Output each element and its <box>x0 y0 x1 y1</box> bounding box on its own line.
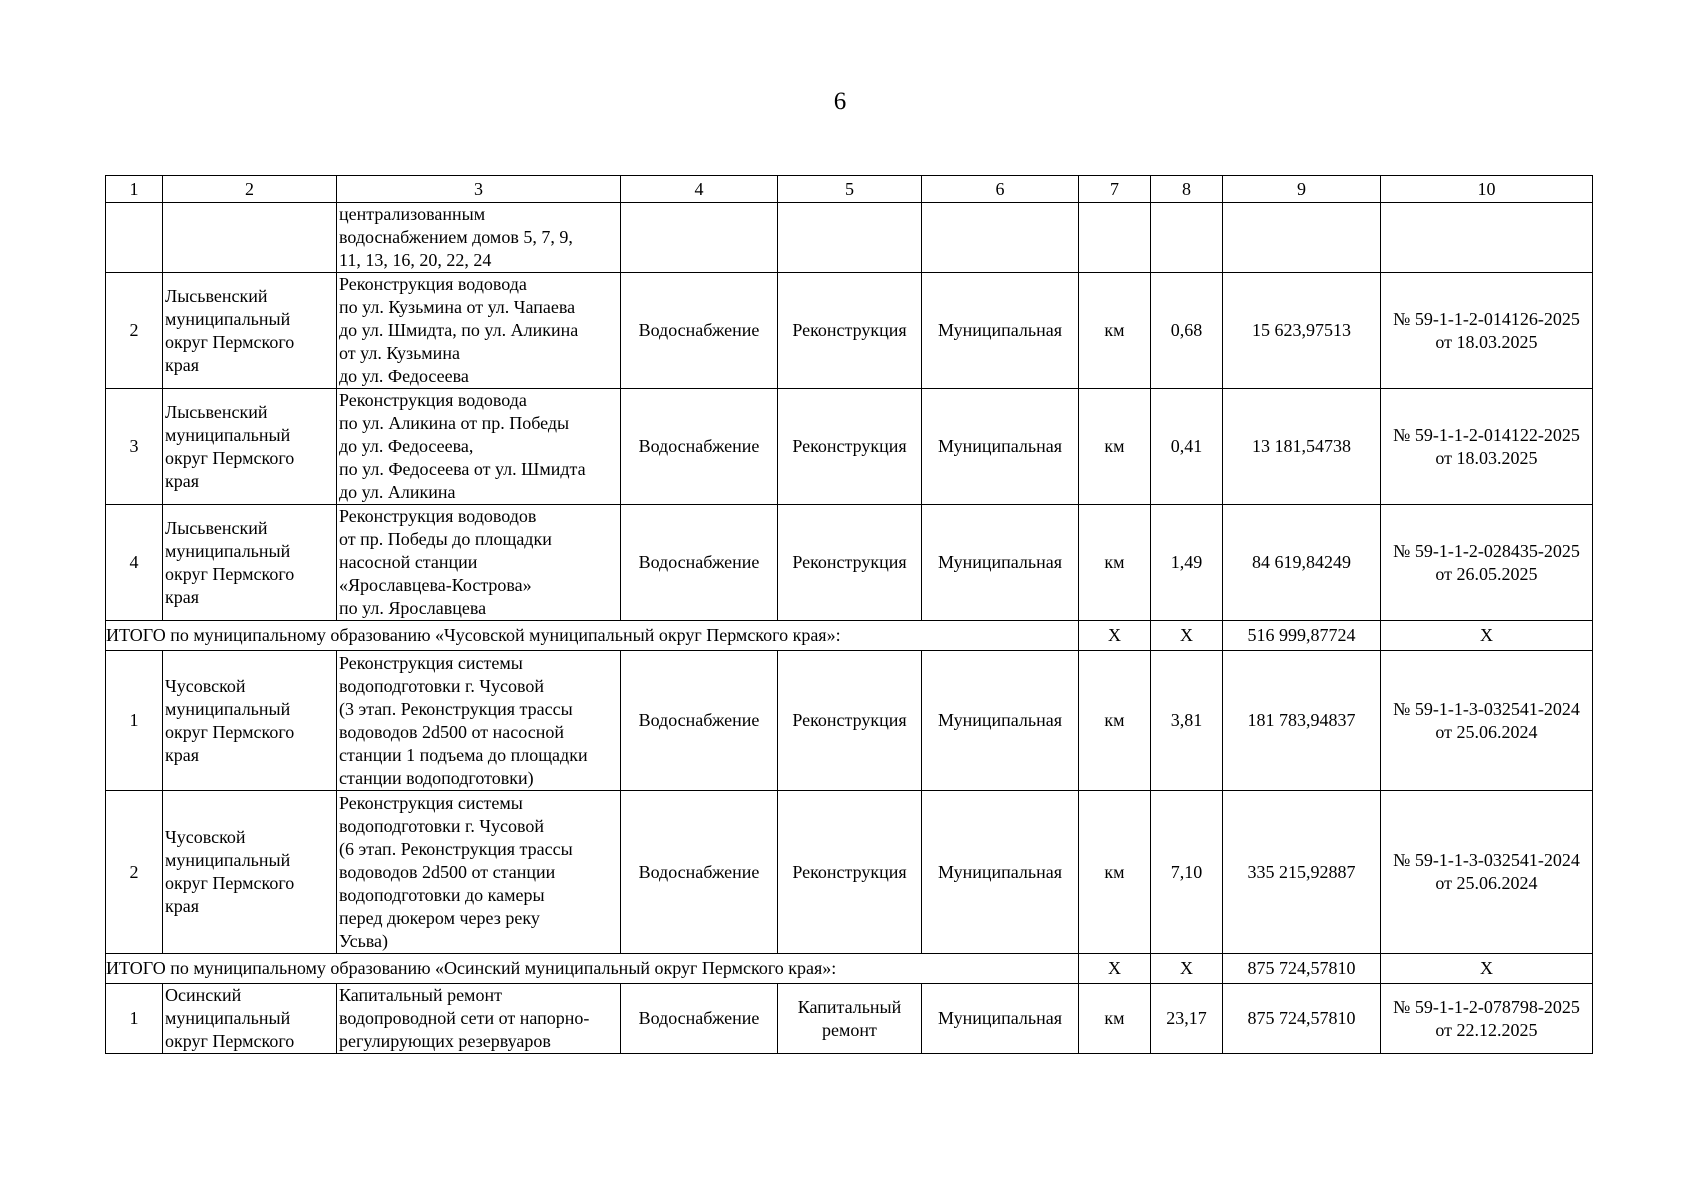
cell-district <box>163 791 337 954</box>
column-header: 4 <box>621 176 778 203</box>
table-row <box>106 791 1593 954</box>
cell-expertise <box>1381 203 1593 273</box>
column-header: 8 <box>1151 176 1223 203</box>
cell-kind: Водоснабжение <box>621 389 778 505</box>
projects-table <box>105 175 1593 1054</box>
cell-num: 2 <box>106 273 163 389</box>
object-line: регулирующих резервуаров <box>339 1031 551 1051</box>
expertise-line: № 59-1-1-2-014126-2025 <box>1393 308 1580 329</box>
table-row <box>106 651 1593 791</box>
cell-num: 1 <box>106 984 163 1054</box>
object-line: перед дюкером через реку <box>339 907 540 928</box>
table-row <box>106 505 1593 621</box>
cell-work <box>778 984 922 1054</box>
expertise-line: от 25.06.2024 <box>1435 721 1538 742</box>
object-line: Усьва) <box>339 930 389 951</box>
district-line: Лысьвенский <box>165 285 268 306</box>
cell-work: Реконструкция <box>778 273 922 389</box>
total-row <box>106 621 1593 651</box>
cell-unit: км <box>1079 273 1151 389</box>
object-line: от пр. Победы до площадки <box>339 529 552 549</box>
cell-object <box>337 651 621 791</box>
page-number: 6 <box>833 88 847 115</box>
cell-expertise <box>1381 389 1593 505</box>
object-line: (6 этап. Реконструкция трассы <box>339 838 573 859</box>
object-line: водоводов 2d500 от насосной <box>339 721 564 742</box>
expertise-line: № 59-1-1-3-032541-2024 <box>1393 850 1580 870</box>
work-line: ремонт <box>822 1019 877 1040</box>
total-cost: 516 999,87724 <box>1223 621 1381 651</box>
cell-length: 1,49 <box>1151 505 1223 621</box>
district-line: края <box>165 354 200 375</box>
expertise-line: от 26.05.2025 <box>1435 563 1538 584</box>
district-line: муниципальный <box>165 1008 291 1028</box>
cell-ownership: Муниципальная <box>922 791 1079 954</box>
cell-object <box>337 791 621 954</box>
cell-cost: 875 724,57810 <box>1223 984 1381 1054</box>
object-line: 11, 13, 16, 20, 22, 24 <box>339 250 492 270</box>
object-line: Реконструкция системы <box>339 652 523 673</box>
object-line: Капитальный ремонт <box>339 985 502 1005</box>
cell-district <box>163 505 337 621</box>
object-line: по ул. Ярославцева <box>339 598 487 618</box>
cell-num: 4 <box>106 505 163 621</box>
expertise-line: № 59-1-1-3-032541-2024 <box>1393 698 1580 719</box>
object-line: Реконструкция водовода <box>339 390 527 410</box>
cell-kind: Водоснабжение <box>621 984 778 1054</box>
cell-unit: км <box>1079 389 1151 505</box>
district-line: округ Пермского <box>165 721 295 742</box>
object-line: до ул. Федосеева, <box>339 436 474 456</box>
expertise-line: от 25.06.2024 <box>1435 873 1538 893</box>
cell-expertise <box>1381 651 1593 791</box>
cell-work <box>778 203 922 273</box>
object-line: водоподготовки до камеры <box>339 884 545 905</box>
district-line: края <box>165 744 200 765</box>
object-line: станции 1 подъема до площадки <box>339 744 588 765</box>
district-line: муниципальный <box>165 540 291 561</box>
cell-expertise <box>1381 791 1593 954</box>
district-line: муниципальный <box>165 424 291 445</box>
total-c10: X <box>1381 621 1593 651</box>
cell-unit: км <box>1079 791 1151 954</box>
column-header: 7 <box>1079 176 1151 203</box>
cell-ownership: Муниципальная <box>922 505 1079 621</box>
work-line: Капитальный <box>797 996 902 1017</box>
district-line: края <box>165 586 200 607</box>
cell-expertise <box>1381 273 1593 389</box>
table-row <box>106 389 1593 505</box>
cell-work: Реконструкция <box>778 791 922 954</box>
cell-object <box>337 984 621 1054</box>
cell-district <box>163 984 337 1054</box>
cell-length: 7,10 <box>1151 791 1223 954</box>
object-line: станции водоподготовки) <box>339 767 534 788</box>
total-row <box>106 954 1593 984</box>
cell-work: Реконструкция <box>778 389 922 505</box>
cell-cost: 181 783,94837 <box>1223 651 1381 791</box>
column-header: 2 <box>163 176 337 203</box>
expertise-line: от 22.12.2025 <box>1435 1019 1538 1040</box>
cell-unit: км <box>1079 984 1151 1054</box>
cell-length: 3,81 <box>1151 651 1223 791</box>
column-header: 3 <box>337 176 621 203</box>
cell-length: 23,17 <box>1151 984 1223 1054</box>
object-line: водоводов 2d500 от станции <box>339 861 556 882</box>
cell-unit <box>1079 203 1151 273</box>
object-line: до ул. Шмидта, по ул. Аликина <box>339 320 579 340</box>
cell-unit: км <box>1079 505 1151 621</box>
object-line: водоснабжением домов 5, 7, 9, <box>339 227 573 247</box>
column-header: 6 <box>922 176 1079 203</box>
expertise-line: № 59-1-1-2-014122-2025 <box>1393 424 1580 445</box>
expertise-line: от 18.03.2025 <box>1435 331 1538 352</box>
continuation-row <box>106 203 1593 273</box>
cell-num <box>106 203 163 273</box>
cell-expertise <box>1381 984 1593 1054</box>
expertise-line: от 18.03.2025 <box>1435 447 1538 468</box>
district-line: округ Пермского <box>165 331 295 352</box>
total-cost: 875 724,57810 <box>1223 954 1381 984</box>
cell-cost <box>1223 203 1381 273</box>
cell-district <box>163 389 337 505</box>
cell-kind: Водоснабжение <box>621 651 778 791</box>
cell-kind: Водоснабжение <box>621 505 778 621</box>
object-line: Реконструкция водовода <box>339 274 527 294</box>
cell-num: 1 <box>106 651 163 791</box>
district-line: округ Пермского <box>165 563 295 584</box>
expertise-line: № 59-1-1-2-078798-2025 <box>1393 996 1580 1017</box>
object-line: централизованным <box>339 204 486 224</box>
object-line: по ул. Федосеева от ул. Шмидта <box>339 459 586 479</box>
cell-unit: км <box>1079 651 1151 791</box>
object-line: водопроводной сети от напорно- <box>339 1008 590 1028</box>
object-line: насосной станции <box>339 552 478 572</box>
object-line: до ул. Аликина <box>339 482 456 502</box>
total-c10: X <box>1381 954 1593 984</box>
district-line: Чусовской <box>165 827 246 847</box>
cell-length: 0,41 <box>1151 389 1223 505</box>
table-row <box>106 273 1593 389</box>
cell-ownership: Муниципальная <box>922 389 1079 505</box>
cell-ownership: Муниципальная <box>922 984 1079 1054</box>
cell-district <box>163 651 337 791</box>
cell-num: 3 <box>106 389 163 505</box>
cell-work: Реконструкция <box>778 505 922 621</box>
total-c7: X <box>1079 621 1151 651</box>
cell-num: 2 <box>106 791 163 954</box>
district-line: края <box>165 470 200 491</box>
total-c8: X <box>1151 621 1223 651</box>
object-line: водоподготовки г. Чусовой <box>339 675 545 696</box>
total-c7: X <box>1079 954 1151 984</box>
cell-length <box>1151 203 1223 273</box>
column-header: 10 <box>1381 176 1593 203</box>
object-line: от ул. Кузьмина <box>339 343 460 363</box>
cell-expertise <box>1381 505 1593 621</box>
cell-cost: 84 619,84249 <box>1223 505 1381 621</box>
column-header: 1 <box>106 176 163 203</box>
district-line: Осинский <box>165 985 242 1005</box>
cell-object <box>337 273 621 389</box>
cell-ownership: Муниципальная <box>922 273 1079 389</box>
object-line: по ул. Кузьмина от ул. Чапаева <box>339 297 576 317</box>
cell-district <box>163 273 337 389</box>
district-line: округ Пермского <box>165 1031 295 1051</box>
column-number-row <box>106 176 1593 203</box>
object-line: Реконструкция водоводов <box>339 506 537 526</box>
cell-work: Реконструкция <box>778 651 922 791</box>
district-line: округ Пермского <box>165 447 295 468</box>
district-line: муниципальный <box>165 698 291 719</box>
district-line: муниципальный <box>165 308 291 329</box>
district-line: муниципальный <box>165 850 291 870</box>
cell-ownership <box>922 203 1079 273</box>
cell-object <box>337 203 621 273</box>
object-line: водоподготовки г. Чусовой <box>339 815 545 836</box>
cell-cost: 15 623,97513 <box>1223 273 1381 389</box>
cell-kind <box>621 203 778 273</box>
total-label: ИТОГО по муниципальному образованию «Чусовской муниципальный округ Пермского края»: <box>106 621 1079 651</box>
cell-district <box>163 203 337 273</box>
district-line: округ Пермского <box>165 873 295 893</box>
object-line: Реконструкция системы <box>339 792 523 813</box>
object-line: по ул. Аликина от пр. Победы <box>339 413 570 433</box>
table-row <box>106 984 1593 1054</box>
total-label: ИТОГО по муниципальному образованию «Осинский муниципальный округ Пермского края»: <box>106 954 1079 984</box>
district-line: Лысьвенский <box>165 517 268 538</box>
district-line: Чусовской <box>165 675 246 696</box>
object-line: до ул. Федосеева <box>339 366 469 386</box>
cell-object <box>337 505 621 621</box>
cell-cost: 13 181,54738 <box>1223 389 1381 505</box>
district-line: края <box>165 896 200 916</box>
district-line: Лысьвенский <box>165 401 268 422</box>
expertise-line: № 59-1-1-2-028435-2025 <box>1393 540 1580 561</box>
column-header: 5 <box>778 176 922 203</box>
cell-object <box>337 389 621 505</box>
total-c8: X <box>1151 954 1223 984</box>
cell-kind: Водоснабжение <box>621 791 778 954</box>
object-line: «Ярославцева-Кострова» <box>339 575 532 595</box>
cell-length: 0,68 <box>1151 273 1223 389</box>
cell-kind: Водоснабжение <box>621 273 778 389</box>
object-line: (3 этап. Реконструкция трассы <box>339 698 573 719</box>
column-header: 9 <box>1223 176 1381 203</box>
cell-cost: 335 215,92887 <box>1223 791 1381 954</box>
cell-ownership: Муниципальная <box>922 651 1079 791</box>
